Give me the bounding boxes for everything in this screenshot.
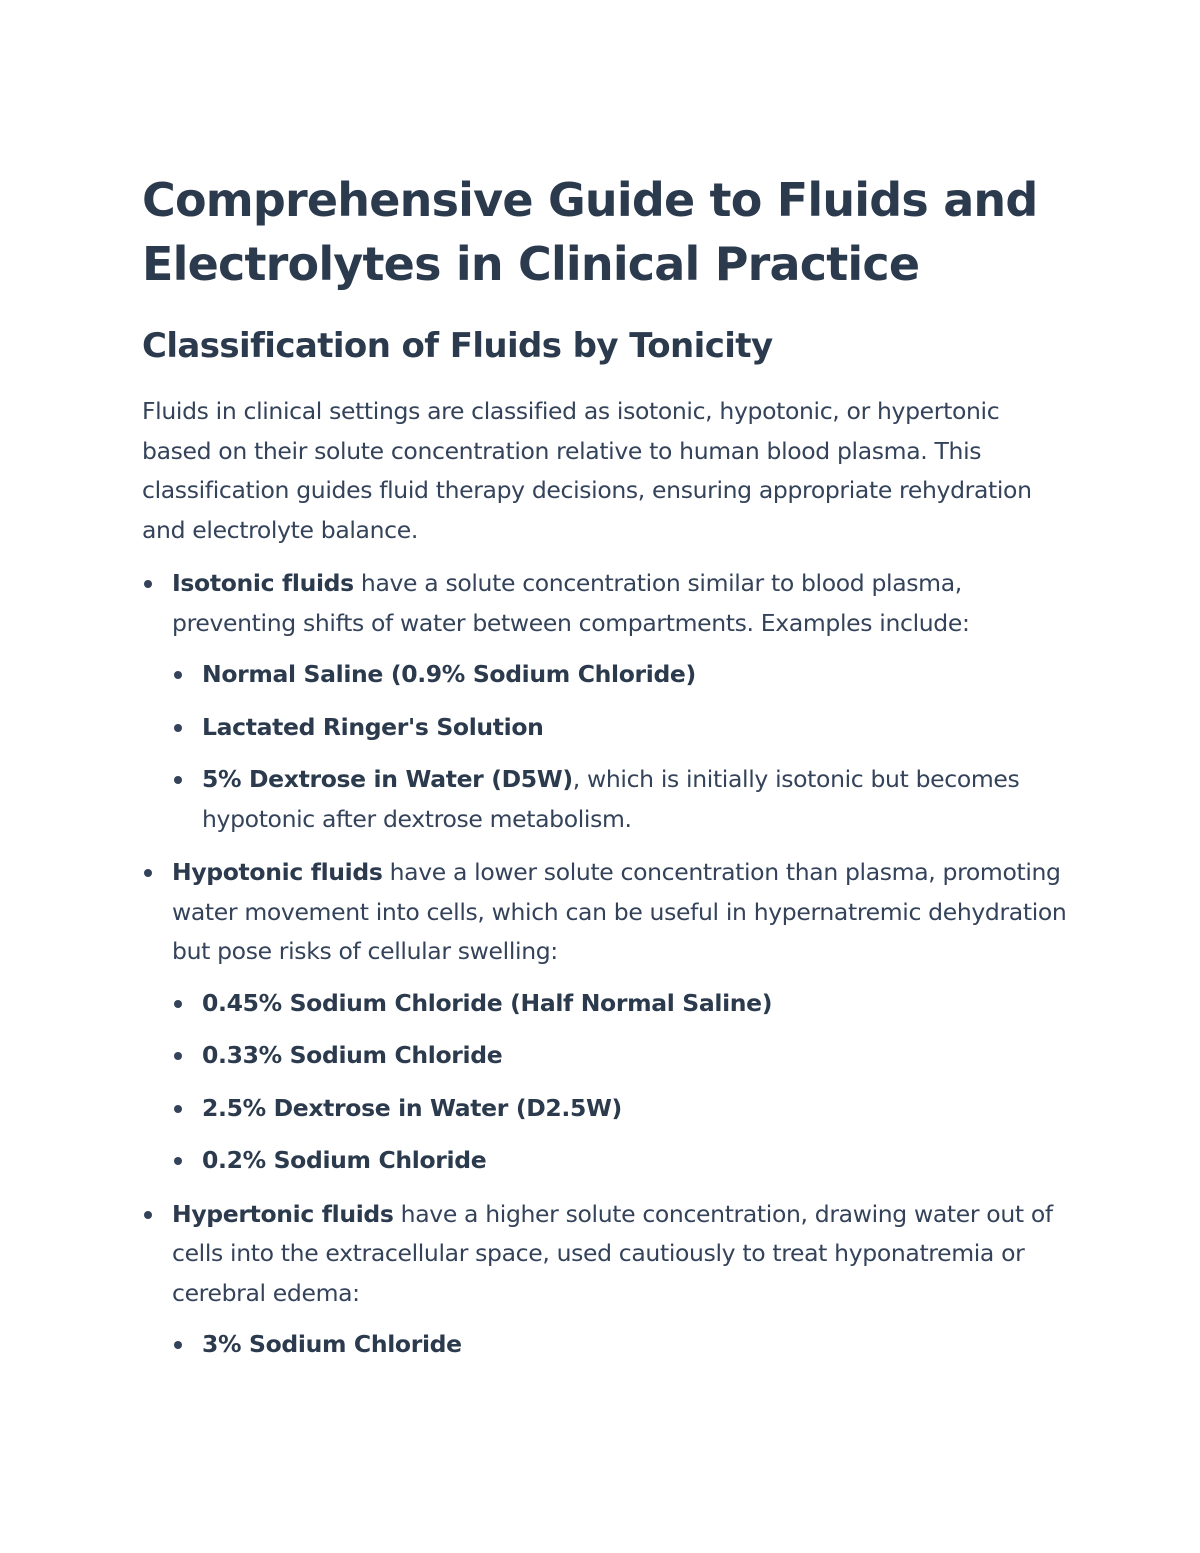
list-item-isotonic — [142, 564, 1072, 839]
list-item-hypertonic — [142, 1195, 1072, 1365]
example-term: 0.2% Sodium Chloride — [202, 1146, 487, 1174]
page-title: Comprehensive Guide to Fluids and Electrolytes in Clinical Practice — [142, 173, 1038, 291]
category-term: Isotonic fluids — [172, 569, 354, 597]
list-item — [172, 1089, 1072, 1129]
list-item — [172, 708, 1072, 748]
example-list — [172, 1325, 1072, 1365]
category-description: have a lower solute concentration than plasma, promoting water movement into cells, which can be useful in hypernatremic dehydration but pose risks of cellular swelling: — [172, 858, 1067, 965]
section-heading: Classification of Fluids by Tonicity — [142, 326, 773, 366]
document-page — [142, 168, 1072, 1379]
example-term: 0.33% Sodium Chloride — [202, 1041, 503, 1069]
list-item — [172, 1141, 1072, 1181]
fluid-category-list — [142, 564, 1072, 1365]
category-description: have a solute concentration similar to blood plasma, preventing shifts of water between compartments. Examples include: — [172, 569, 970, 637]
list-item — [172, 1325, 1072, 1365]
example-term: Normal Saline (0.9% Sodium Chloride) — [202, 660, 696, 688]
category-description: have a higher solute concentration, drawing water out of cells into the extracellular space, used cautiously to treat hyponatremia or cerebral edema: — [172, 1199, 1053, 1307]
example-list — [172, 655, 1072, 839]
list-item — [172, 760, 1072, 839]
category-term: Hypertonic fluids — [172, 1199, 394, 1228]
category-term: Hypotonic fluids — [172, 858, 383, 886]
example-term: 3% Sodium Chloride — [202, 1330, 462, 1358]
intro-paragraph: Fluids in clinical settings are classified as isotonic, hypotonic, or hypertonic based on their solute concentration relative to human blood plasma. This classification guides fluid therapy decisions, ensuring appropriate rehydration and electrolyte balance. — [142, 397, 1032, 544]
example-term: 2.5% Dextrose in Water (D2.5W) — [202, 1093, 622, 1122]
list-item-hypotonic — [142, 853, 1072, 1181]
example-term: 0.45% Sodium Chloride (Half Normal Saline) — [202, 988, 773, 1017]
list-item — [172, 1036, 1072, 1076]
example-list — [172, 984, 1072, 1181]
example-term: Lactated Ringer's Solution — [202, 712, 544, 741]
example-note: , which is initially isotonic but becomes hypotonic after dextrose metabolism. — [202, 765, 1020, 833]
list-item — [172, 655, 1072, 695]
list-item — [172, 984, 1072, 1024]
example-term: 5% Dextrose in Water (D5W) — [202, 765, 573, 793]
